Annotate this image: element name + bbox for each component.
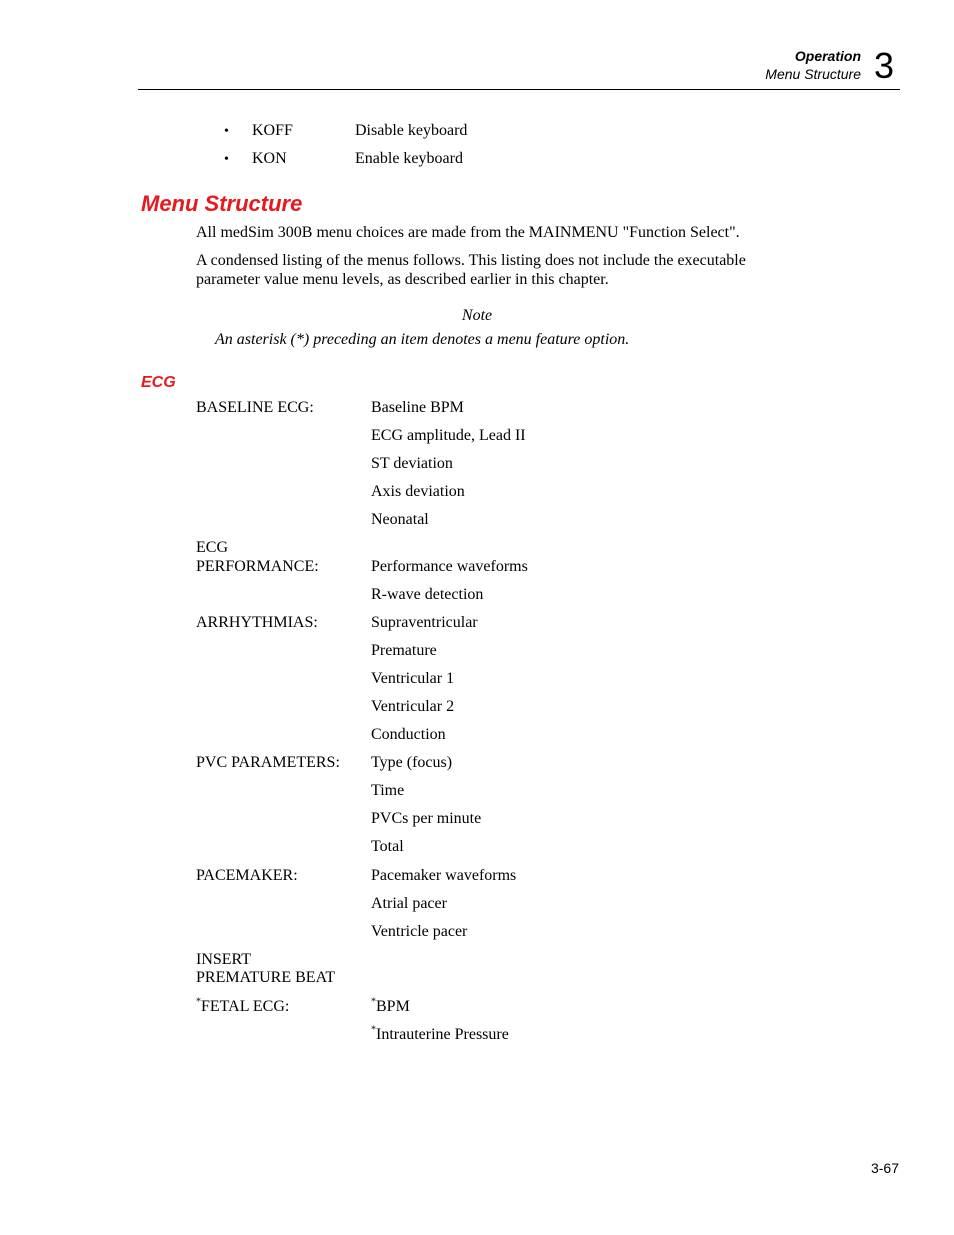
menu-item: ST deviation: [371, 455, 453, 472]
menu-item: Baseline BPM: [371, 399, 464, 416]
paragraph: All medSim 300B menu choices are made from the MAINMENU "Function Select".: [196, 224, 740, 241]
bullet-icon: •: [224, 152, 229, 167]
section-heading: Menu Structure: [141, 191, 303, 216]
asterisk-marker: *: [371, 996, 376, 1008]
menu-label-insert: INSERT: [196, 951, 252, 968]
header-section-title: Operation: [794, 48, 861, 64]
menu-item: Atrial pacer: [371, 895, 447, 912]
menu-label-fetal-text: FETAL ECG:: [201, 998, 290, 1015]
menu-item: Conduction: [371, 726, 446, 743]
menu-item: Premature: [371, 642, 437, 659]
page-number: 3-67: [870, 1160, 899, 1176]
bullet-command: KON: [252, 150, 287, 167]
menu-item-text: BPM: [376, 998, 410, 1015]
bullet-icon: •: [224, 124, 229, 139]
bullet-command: KOFF: [252, 122, 293, 139]
menu-label-baseline: BASELINE ECG:: [196, 399, 314, 416]
menu-label-pvc: PVC PARAMETERS:: [196, 754, 340, 771]
header-subsection-title: Menu Structure: [765, 66, 861, 82]
menu-item: PVCs per minute: [371, 810, 482, 827]
menu-item: [371, 1025, 509, 1044]
menu-item: [371, 997, 410, 1016]
chapter-number: 3: [874, 45, 895, 86]
menu-item: Pacemaker waveforms: [371, 867, 517, 884]
menu-item: Ventricular 1: [371, 670, 455, 687]
paragraph-line: parameter value menu levels, as described earlier in this chapter.: [196, 271, 609, 288]
bullet-description: Enable keyboard: [355, 150, 463, 167]
menu-label-fetal: [196, 997, 289, 1016]
paragraph-line: A condensed listing of the menus follows. This listing does not include the executable: [196, 252, 746, 269]
menu-label-performance: PERFORMANCE:: [196, 558, 319, 575]
asterisk-marker: *: [371, 1024, 376, 1036]
menu-item: Performance waveforms: [371, 558, 528, 575]
menu-item: Ventricular 2: [371, 698, 455, 715]
menu-item-text: Intrauterine Pressure: [376, 1026, 509, 1043]
menu-label-insert: PREMATURE BEAT: [196, 969, 336, 986]
menu-item: Type (focus): [371, 754, 453, 771]
menu-item: R-wave detection: [371, 586, 484, 603]
menu-item: ECG amplitude, Lead II: [371, 427, 526, 444]
menu-label-pacemaker: PACEMAKER:: [196, 867, 298, 884]
note-text: An asterisk (*) preceding an item denotes a menu feature option.: [215, 331, 630, 348]
menu-item: Total: [371, 838, 404, 855]
asterisk-marker: *: [196, 996, 201, 1008]
menu-item: Supraventricular: [371, 614, 478, 631]
bullet-description: Disable keyboard: [355, 122, 468, 139]
menu-item: Axis deviation: [371, 483, 465, 500]
menu-item: Ventricle pacer: [371, 923, 468, 940]
subsection-heading: ECG: [141, 374, 176, 391]
header-divider: [138, 89, 900, 90]
menu-item: Time: [371, 782, 405, 799]
menu-item: Neonatal: [371, 511, 429, 528]
note-title: Note: [461, 307, 493, 324]
menu-label-arrhythmias: ARRHYTHMIAS:: [196, 614, 318, 631]
menu-label-performance: ECG: [196, 539, 228, 556]
